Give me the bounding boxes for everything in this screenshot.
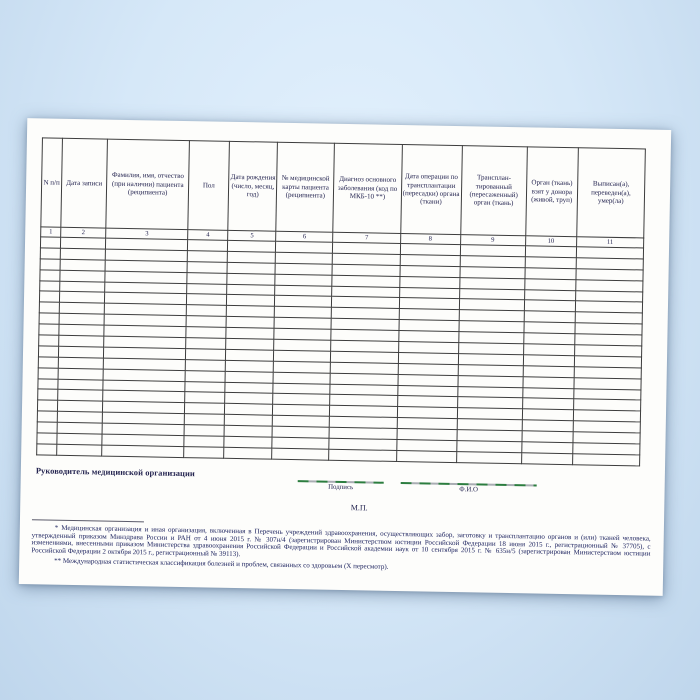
empty-cell xyxy=(58,379,103,391)
column-header: Фамилия, имя, отчество (при наличии) пациента (реципиента) xyxy=(106,139,190,229)
empty-cell xyxy=(40,280,60,291)
empty-cell xyxy=(60,281,105,293)
empty-cell xyxy=(224,436,272,448)
empty-cell xyxy=(185,403,225,415)
empty-cell xyxy=(185,392,225,404)
column-number-cell: 2 xyxy=(61,227,106,238)
empty-cell xyxy=(40,237,60,248)
fio-caption: Ф.И.О xyxy=(459,486,478,494)
empty-cell xyxy=(186,327,226,339)
empty-cell xyxy=(227,262,275,274)
empty-cell xyxy=(37,433,57,444)
empty-cell xyxy=(59,313,104,325)
empty-cell xyxy=(226,338,274,350)
empty-cell xyxy=(60,248,105,260)
empty-cell xyxy=(226,317,274,329)
empty-cell xyxy=(38,389,58,400)
empty-cell xyxy=(187,250,227,262)
empty-cell xyxy=(58,346,103,358)
empty-cell xyxy=(225,404,273,416)
empty-cell xyxy=(185,359,225,371)
empty-cell xyxy=(227,295,275,307)
empty-cell xyxy=(225,415,273,427)
transplant-register-table xyxy=(36,137,646,466)
empty-cell xyxy=(40,259,60,270)
column-header: Орган (ткань) взят у донора (живой, труп) xyxy=(526,147,579,237)
empty-cell xyxy=(186,316,226,328)
column-header: N п/п xyxy=(41,138,63,227)
footnote-2: ** Международная статистическая классификация болезней и проблем, связанных со здоровьем (X пересмотр). xyxy=(54,556,389,571)
empty-cell xyxy=(184,425,224,437)
empty-cell xyxy=(224,425,272,437)
empty-cell xyxy=(39,335,59,346)
empty-cell xyxy=(186,305,226,317)
empty-cell xyxy=(58,357,103,369)
empty-cell xyxy=(59,303,104,315)
empty-cell xyxy=(60,270,105,282)
empty-cell xyxy=(184,446,224,458)
column-number-cell: 11 xyxy=(576,237,643,248)
column-header: Дата операции по трансплантации (пересадки) органа (ткани) xyxy=(400,145,462,235)
column-header: Выписан(а), переведен(а), умер(ла) xyxy=(577,148,646,238)
empty-cell xyxy=(39,302,59,313)
column-number-cell: 7 xyxy=(333,232,400,243)
column-header: № медицинской карты пациента (реципиента) xyxy=(276,142,335,232)
empty-cell xyxy=(57,411,102,423)
empty-cell xyxy=(59,324,104,336)
table-header-row xyxy=(41,138,646,238)
empty-cell xyxy=(329,449,396,461)
empty-cell xyxy=(185,370,225,382)
empty-cell xyxy=(59,335,104,347)
empty-cell xyxy=(187,294,227,306)
empty-cell xyxy=(37,411,57,422)
column-header: Дата рождения (число, месяц, год) xyxy=(228,141,278,231)
empty-cell xyxy=(38,346,58,357)
empty-cell xyxy=(184,436,224,448)
empty-cell xyxy=(60,237,105,249)
empty-cell xyxy=(227,273,275,285)
stamp-mark: М.П. xyxy=(350,503,368,513)
document-page xyxy=(19,118,671,596)
empty-cell xyxy=(228,251,276,263)
empty-cell xyxy=(37,444,57,455)
empty-cell xyxy=(37,422,57,433)
empty-cell xyxy=(38,357,58,368)
empty-cell xyxy=(226,349,274,361)
column-number-cell: 6 xyxy=(276,231,333,242)
empty-cell xyxy=(572,454,639,466)
empty-cell xyxy=(58,368,103,380)
empty-cell xyxy=(186,338,226,350)
empty-cell xyxy=(39,313,59,324)
empty-cell xyxy=(187,283,227,295)
head-of-organization-label: Руководитель медицинской организации xyxy=(35,466,195,479)
column-number-cell: 4 xyxy=(188,230,228,241)
empty-cell xyxy=(226,327,274,339)
empty-cell xyxy=(57,401,102,413)
column-number-cell: 9 xyxy=(460,235,525,246)
empty-cell xyxy=(185,381,225,393)
empty-cell xyxy=(188,240,228,252)
signature-block xyxy=(298,480,384,492)
column-number-cell: 3 xyxy=(106,228,188,240)
column-header: Пол xyxy=(188,141,230,231)
empty-cell xyxy=(59,292,104,304)
empty-cell xyxy=(227,306,275,318)
empty-cell xyxy=(37,400,57,411)
empty-cell xyxy=(40,270,60,281)
empty-cell xyxy=(57,444,102,456)
empty-cell xyxy=(227,284,275,296)
empty-cell xyxy=(225,393,273,405)
fio-block xyxy=(401,482,537,494)
empty-cell xyxy=(39,291,59,302)
empty-cell xyxy=(224,447,272,459)
empty-cell xyxy=(228,240,276,252)
empty-cell xyxy=(456,451,521,463)
footnote-1: * Медицинская организация и иная организация, включенная в Перечень учреждений здравоохранения, осуществляющих забор, заготовку и трансплантацию органов и (или) тканей человека, утвержденный приказом Минздрава России и РАН от 4 июня 2015 г. № 307н/4 (зарегистрирован Министерством юстиции Российской Федерации 18 июня 2015 г., регистрационный № 37705), с изменениями, внесенными приказом Министерства здравоохранения Российской Федерации и Российской академии наук от 10 сентября 2015 г. № 635н/5 (зарегистрирован Министерством юстиции Российской Федерации 2 октября 2015 г., регистрационный № 39113). xyxy=(31,523,651,559)
empty-cell xyxy=(226,360,274,372)
empty-cell xyxy=(396,450,456,462)
empty-cell xyxy=(272,448,329,460)
empty-cell xyxy=(187,261,227,273)
empty-cell xyxy=(39,324,59,335)
footnote-divider xyxy=(32,519,144,522)
column-number-cell: 5 xyxy=(228,230,276,241)
empty-cell xyxy=(521,453,572,465)
empty-cell xyxy=(186,348,226,360)
empty-cell xyxy=(38,378,58,389)
empty-cell xyxy=(60,259,105,271)
empty-cell xyxy=(187,272,227,284)
empty-cell xyxy=(57,433,102,445)
column-number-cell: 10 xyxy=(525,236,576,247)
empty-cell xyxy=(58,390,103,402)
column-number-cell: 1 xyxy=(41,227,61,237)
column-number-cell: 8 xyxy=(400,233,460,244)
empty-cell xyxy=(38,368,58,379)
signature-caption: Подпись xyxy=(328,483,354,492)
empty-cell xyxy=(225,382,273,394)
empty-cell xyxy=(184,414,224,426)
empty-cell xyxy=(40,248,60,259)
column-header: Трансплан-тированный (пересаженный) орган (ткань) xyxy=(460,146,527,236)
column-header: Дата записи xyxy=(61,138,108,228)
empty-cell xyxy=(57,422,102,434)
empty-cell xyxy=(225,371,273,383)
empty-cell xyxy=(102,445,184,457)
column-header: Диагноз основного заболевания (код по МКБ-10 **) xyxy=(333,143,402,233)
